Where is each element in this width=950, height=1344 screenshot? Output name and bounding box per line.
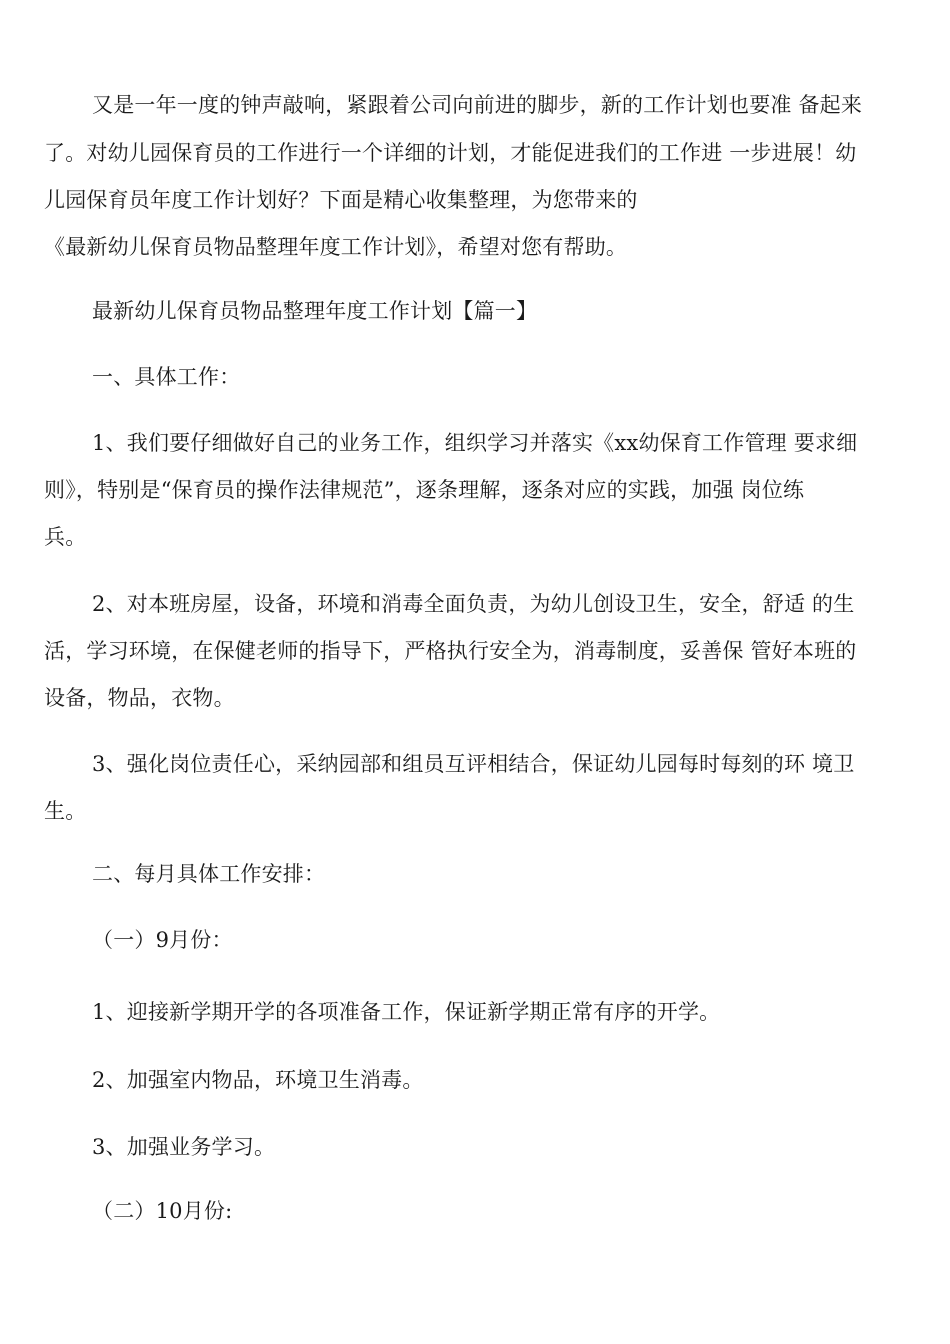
intro-line-1: 又是一年一度的钟声敲响，紧跟着公司向前进的脚步，新的工作计划也要准 备起来 [92, 93, 863, 117]
work-item-2-line-1: 2、对本班房屋，设备，环境和消毒全面负责，为幼儿创设卫生，安全，舒适 的生 [92, 592, 855, 616]
intro-line-4: 《最新幼儿保育员物品整理年度工作计划》，希望对您有帮助。 [44, 235, 628, 259]
document-title: 最新幼儿保育员物品整理年度工作计划【篇一】 [92, 299, 538, 323]
section-1-heading: 一、具体工作： [92, 365, 241, 389]
september-item-3: 3、加强业务学习。 [92, 1135, 276, 1159]
september-item-2: 2、加强室内物品，环境卫生消毒。 [92, 1068, 424, 1092]
september-heading: （一）9月份： [92, 928, 233, 952]
work-item-1-line-3: 兵。 [44, 525, 87, 549]
work-item-3-line-2: 生。 [44, 799, 87, 823]
october-heading: （二）10月份: [92, 1199, 233, 1223]
work-item-2-line-2: 活，学习环境，在保健老师的指导下，严格执行安全为，消毒制度，妥善保 管好本班的 [44, 639, 857, 663]
work-item-2-line-3: 设备，物品，衣物。 [44, 686, 235, 710]
work-item-1-line-1: 1、我们要仔细做好自己的业务工作，组织学习并落实《xx幼保育工作管理 要求细 [92, 431, 858, 455]
intro-line-3: 儿园保育员年度工作计划好？下面是精心收集整理，为您带来的 [44, 188, 638, 212]
september-item-1: 1、迎接新学期开学的各项准备工作，保证新学期正常有序的开学。 [92, 1000, 721, 1024]
work-item-3-line-1: 3、强化岗位责任心，采纳园部和组员互评相结合，保证幼儿园每时每刻的环 境卫 [92, 752, 855, 776]
section-2-heading: 二、每月具体工作安排： [92, 862, 326, 886]
work-item-1-line-2: 则》，特别是“保育员的操作法律规范”，逐条理解，逐条对应的实践，加强 岗位练 [44, 478, 805, 502]
intro-line-2: 了。对幼儿园保育员的工作进行一个详细的计划，才能促进我们的工作进 一步进展！幼 [44, 141, 857, 165]
